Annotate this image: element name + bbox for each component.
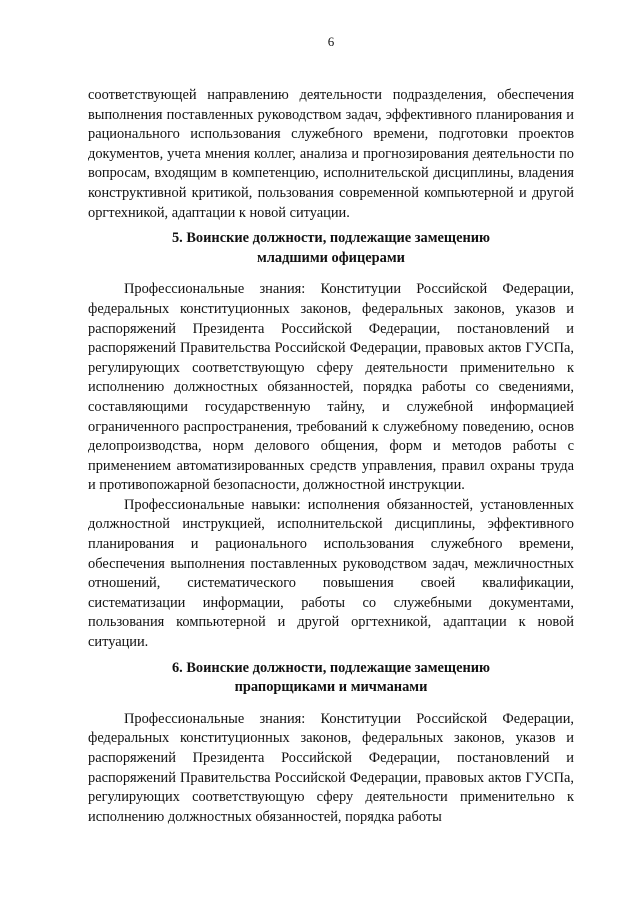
section-6-heading-line1: 6. Воинские должности, подлежащие замещению [171,659,491,676]
document-page [88,34,574,827]
intro-paragraph: соответствующей направлению деятельности подразделения, обеспечения выполнения поставленных руководством задач, эффективного планирования и рационального использования служебного времени, подготовки проектов документов, учета мнения коллег, анализа и прогнозирования деятельности по вопросам, входящим в компетенцию, исполнительской дисциплины, владения конструктивной критикой, пользования современной компьютерной и другой оргтехникой, адаптации к новой ситуации. [88,87,574,221]
section-5-heading [88,229,574,268]
section-5-knowledge-paragraph: Профессиональные знания: Конституции Российской Федерации, федеральных конституционных законов, федеральных законов, указов и распоряжений Президента Российской Федерации, постановлений и распоряжений Правительства Российской Федерации, правовых актов ГУСПа, регулирующих соответствующую сферу деятельности применительно к исполнению должностных обязанностей, порядка работы со сведениями, составляющими государственную тайну, и служебной информацией ограниченного распространения, требований к служебному поведению, основ делопроизводства, норм делового общения, форм и методов работы с применением автоматизированных средств управления, правил охраны труда и противопожарной безопасности, должностной инструкции. [88,281,574,494]
section-6-heading-line2: прапорщиками и мичманами [234,679,428,696]
section-5-heading-line1: 5. Воинские должности, подлежащие замещению [171,230,491,247]
page-number: 6 [327,34,335,49]
section-6-heading [88,659,574,698]
section-5-skills-paragraph: Профессиональные навыки: исполнения обязанностей, установленных должностной инструкцией, исполнительской дисциплины, эффективного планирования и рационального использования служебного времени, обеспечения выполнения поставленных руководством задач, межличностных отношений, систематического повышения своей квалификации, систематизации информации, работы со служебными документами, пользования компьютерной и другой оргтехникой, адаптации к новой ситуации. [88,496,574,651]
section-5-heading-line2: младшими офицерами [257,249,405,266]
section-6-knowledge-paragraph: Профессиональные знания: Конституции Российской Федерации, федеральных конституционных законов, федеральных законов, указов и распоряжений Президента Российской Федерации, постановлений и распоряжений Правительства Российской Федерации, правовых актов ГУСПа, регулирующих соответствующую сферу деятельности применительно к исполнению должностных обязанностей, порядка работы [88,710,574,825]
